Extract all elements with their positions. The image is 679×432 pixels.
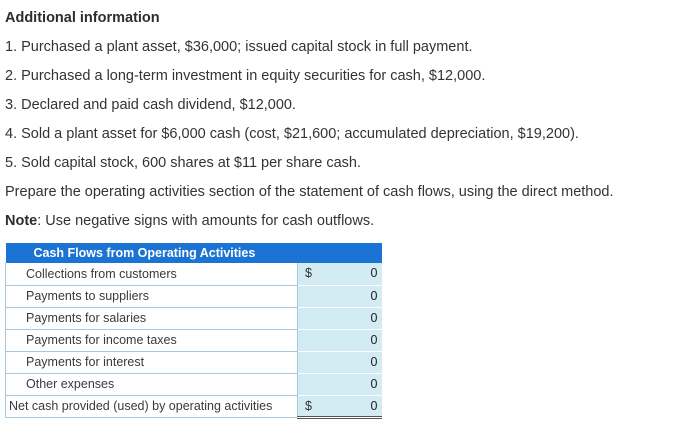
info-item-1: 1. Purchased a plant asset, $36,000; issued capital stock in full payment.: [5, 39, 473, 55]
note-label: Note: [5, 213, 38, 229]
dollar-sign: $: [305, 398, 312, 413]
info-item-4: 4. Sold a plant asset for $6,000 cash (cost, $21,600; accumulated depreciation, $19,200).: [5, 126, 579, 142]
section-heading: Additional information: [5, 10, 160, 26]
dollar-sign: $: [305, 266, 312, 280]
row-label-suppliers: Payments to suppliers: [6, 285, 298, 307]
amount-input-other-expenses[interactable]: [298, 373, 382, 395]
amount-input-income-taxes[interactable]: [298, 329, 382, 351]
amount-value: 0: [370, 266, 378, 280]
row-label-interest: Payments for interest: [6, 351, 298, 373]
info-item-3: 3. Declared and paid cash dividend, $12,000.: [5, 97, 297, 113]
amount-input-suppliers[interactable]: [298, 285, 382, 307]
amount-input-collections[interactable]: [298, 263, 382, 285]
row-label-collections: Collections from customers: [6, 263, 298, 285]
table-row: [6, 329, 382, 351]
amount-value: 0: [370, 288, 378, 303]
amount-value: 0: [370, 332, 378, 347]
table-row: [6, 373, 382, 395]
amount-value: 0: [370, 310, 378, 325]
table-total-row: [6, 395, 382, 417]
instruction-text: Prepare the operating activities section of the statement of cash flows, using the direct method.: [5, 184, 614, 200]
table-header-row: [6, 243, 382, 263]
table-row: [6, 263, 382, 285]
table-row: [6, 351, 382, 373]
info-item-2: 2. Purchased a long-term investment in equity securities for cash, $12,000.: [5, 68, 486, 84]
info-item-5: 5. Sold capital stock, 600 shares at $11 per share cash.: [5, 155, 361, 171]
row-label-salaries: Payments for salaries: [6, 307, 298, 329]
row-label-other-expenses: Other expenses: [6, 373, 298, 395]
amount-value: 0: [370, 398, 378, 413]
amount-value: 0: [370, 354, 378, 369]
table-header: Cash Flows from Operating Activities: [6, 243, 382, 263]
note-text: [5, 213, 374, 229]
amount-input-net-cash[interactable]: [298, 395, 382, 417]
amount-input-salaries[interactable]: [298, 307, 382, 329]
operating-cash-flows-table: [5, 243, 382, 419]
row-label-income-taxes: Payments for income taxes: [6, 329, 298, 351]
table-row: [6, 285, 382, 307]
amount-input-interest[interactable]: [298, 351, 382, 373]
row-label-net-cash: Net cash provided (used) by operating activities: [6, 395, 298, 417]
amount-value: 0: [370, 376, 378, 391]
table-row: [6, 307, 382, 329]
note-body: : Use negative signs with amounts for cash outflows.: [37, 213, 375, 229]
